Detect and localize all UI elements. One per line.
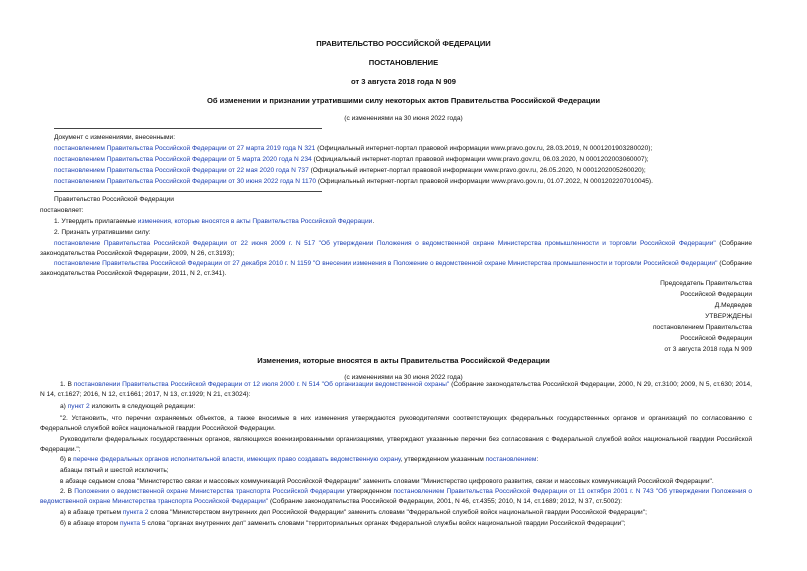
repealed-link[interactable]: постановление Правительства Российской Федерации от 27 декабря 2010 г. N 1159 "О внесении изменения в Положение о ведомственной охране Министерства промышленности и торговли Российской Федерации" (54, 260, 718, 267)
change-item (54, 157, 649, 164)
annex-clause-1 (40, 380, 752, 400)
repealed-source: (Собрание законодательства Российской Федерации, 2009, N 26, ст.3193); (40, 240, 752, 257)
government-heading: ПРАВИТЕЛЬСТВО РОССИЙСКОЙ ФЕДЕРАЦИИ (316, 39, 491, 48)
subclause-a-prefix: а) (60, 403, 68, 410)
change-link[interactable]: постановлением Правительства Российской Федерации от 27 марта 2019 года N 321 (54, 145, 316, 152)
edition-note: (с изменениями на 30 июня 2022 года) (344, 115, 463, 122)
subclause-a2-prefix: а) в абзаце третьем (60, 509, 123, 516)
subclause-b2-link[interactable]: пункта 5 (120, 520, 146, 527)
annex-clause-2 (40, 487, 752, 507)
divider-top (54, 128, 322, 129)
repealed-source: (Собрание законодательства Российской Федерации, 2011, N 2, ст.341). (40, 260, 752, 277)
subclause-b-mid: , утвержденном указанным (400, 456, 486, 463)
subclause-a-text: изложить в следующей редакции: (89, 403, 196, 410)
subclause-b-link-resolution[interactable]: постановлением (485, 456, 537, 463)
change-link[interactable]: постановлением Правительства Российской Федерации от 30 июня 2022 года N 1170 (54, 178, 317, 185)
subclause-a2-link[interactable]: пункта 2 (122, 509, 149, 516)
clause-1-prefix: 1. В (60, 381, 74, 388)
change-source: (Официальный интернет-портал правовой информации www.pravo.gov.ru, 26.05.2020, N 0001202005260020); (308, 167, 646, 174)
clause-1-source: (Собрание законодательства Российской Федерации, 2000, N 29, ст.3100; 2009, N 5, ст.630; 2014, N 14, ст.1627; 2016, N 12, ст.1661; 2017, N 13, ст.1929; N 21, ст.3024): (40, 381, 753, 398)
clause-1-link[interactable]: постановлении Правительства Российской Федерации от 12 июля 2000 г. N 514 "Об организации ведомственной охраны" (73, 381, 450, 388)
subclause-a2-text: слова "Министерством внутренних дел Российской Федерации" заменить словами "Федеральной службой войск национальной гвардии Российской Федерации"; (148, 509, 647, 516)
clause-2-link-resolution[interactable]: постановлением Правительства Российской Федерации от 11 октября 2001 г. N 743 "Об утверждении Положения о ведомственной охране Министерства транспорта Российской Федерации" (40, 488, 752, 505)
change-item (54, 179, 653, 186)
subclause-b-link-list[interactable]: перечне федеральных органов исполнительной власти, имеющих право создавать ведомственную охрану (73, 456, 401, 463)
clause-2-prefix: 2. В (60, 488, 75, 495)
subclause-b-suffix: : (536, 456, 539, 463)
item-2: 2. Признать утратившими силу: (54, 229, 151, 236)
change-source: (Официальный интернет-портал правовой информации www.pravo.gov.ru, 06.03.2020, N 0001202003060007); (311, 156, 649, 163)
subclause-b2-prefix: б) в абзаце втором (60, 520, 121, 527)
annex-edition: (с изменениями на 30 июня 2022 года) (344, 374, 463, 381)
body-resolves: постановляет: (40, 207, 84, 214)
body-government: Правительство Российской Федерации (54, 196, 174, 203)
clause-2-link-regulation[interactable]: Положении о ведомственной охране Министерства транспорта Российской Федерации (74, 488, 345, 495)
subclause-a-2 (60, 510, 647, 517)
abzats-excluded: абзацы пятый и шестой исключить; (60, 467, 169, 474)
approved-by: постановлением Правительства (652, 324, 752, 331)
subclause-b-prefix: б) в (60, 456, 74, 463)
document-type: ПОСТАНОВЛЕНИЕ (368, 58, 439, 67)
signature-role-2: Российской Федерации (680, 291, 752, 298)
approved-label: УТВЕРЖДЕНЫ (705, 313, 752, 320)
quoted-paragraph-1: "2. Установить, что перечни охраняемых объектов, а также вносимые в них изменения утверждаются руководителями соответствующих федеральных государственных органов и организаций по согласованию с Федеральной службой войск национальной гвардии Российской Федерации. (40, 415, 752, 432)
signature-role-1: Председатель Правительства (660, 280, 752, 287)
change-link[interactable]: постановлением Правительства Российской Федерации от 5 марта 2020 года N 234 (54, 156, 312, 163)
approved-by-country: Российской Федерации (680, 335, 752, 342)
subclause-a-link[interactable]: пункт 2 (67, 403, 90, 410)
seventh-paragraph-change: в абзаце седьмом слова "Министерство связи и массовых коммуникаций Российской Федерации" заменить словами "Министерство цифрового развития, связи и массовых коммуникаций Российской Федерации". (60, 478, 714, 485)
clause-2-source: (Собрание законодательства Российской Федерации, 2001, N 46, ст.4355; 2010, N 14, ст.1689; 2012, N 37, ст.5002): (268, 498, 623, 505)
subclause-b-2 (60, 521, 626, 528)
quoted-paragraph-2: Руководители федеральных государственных органов, являющихся военизированными организациями, утверждают указанные перечни без согласования с Федеральной службой войск национальной гвардии Российской Федерации."; (40, 436, 752, 453)
repealed-act-2 (40, 259, 752, 279)
change-item (54, 146, 652, 153)
approved-date: от 3 августа 2018 года N 909 (664, 346, 752, 353)
item-1 (54, 219, 374, 226)
change-item (54, 168, 646, 175)
repealed-act-1 (40, 239, 752, 259)
clause-2-mid: утвержденном (344, 488, 394, 495)
item-1-suffix: . (372, 218, 375, 225)
change-source: (Официальный интернет-портал правовой информации www.pravo.gov.ru, 01.07.2022, N 0001202207010045). (316, 178, 653, 185)
signature-name: Д.Медведев (714, 302, 752, 309)
item-1-link[interactable]: изменения, которые вносятся в акты Правительства Российской Федерации (137, 218, 373, 225)
document-date: от 3 августа 2018 года N 909 (351, 77, 456, 86)
change-link[interactable]: постановлением Правительства Российской Федерации от 22 мая 2020 года N 737 (54, 167, 309, 174)
item-1-prefix: 1. Утвердить прилагаемые (54, 218, 138, 225)
divider-bottom (54, 191, 322, 192)
repealed-link[interactable]: постановление Правительства Российской Федерации от 22 июня 2009 г. N 517 "Об утверждении Положения о ведомственной охране Министерства промышленности и торговли Российской Федерации" (54, 240, 716, 247)
subclause-b2-text: слова "органах внутренних дел" заменить словами "территориальных органах Федеральной службы войск национальной гвардии Российской Федерации"; (145, 520, 626, 527)
document-title: Об изменении и признании утратившими силу некоторых актов Правительства Российской Федерации (206, 96, 601, 105)
change-source: (Официальный интернет-портал правовой информации www.pravo.gov.ru, 28.03.2019, N 0001201903280020); (315, 145, 653, 152)
changes-intro: Документ с изменениями, внесенными: (54, 134, 176, 141)
subclause-b (60, 457, 538, 464)
subclause-a (60, 404, 195, 411)
annex-title: Изменения, которые вносятся в акты Правительства Российской Федерации (257, 356, 550, 365)
